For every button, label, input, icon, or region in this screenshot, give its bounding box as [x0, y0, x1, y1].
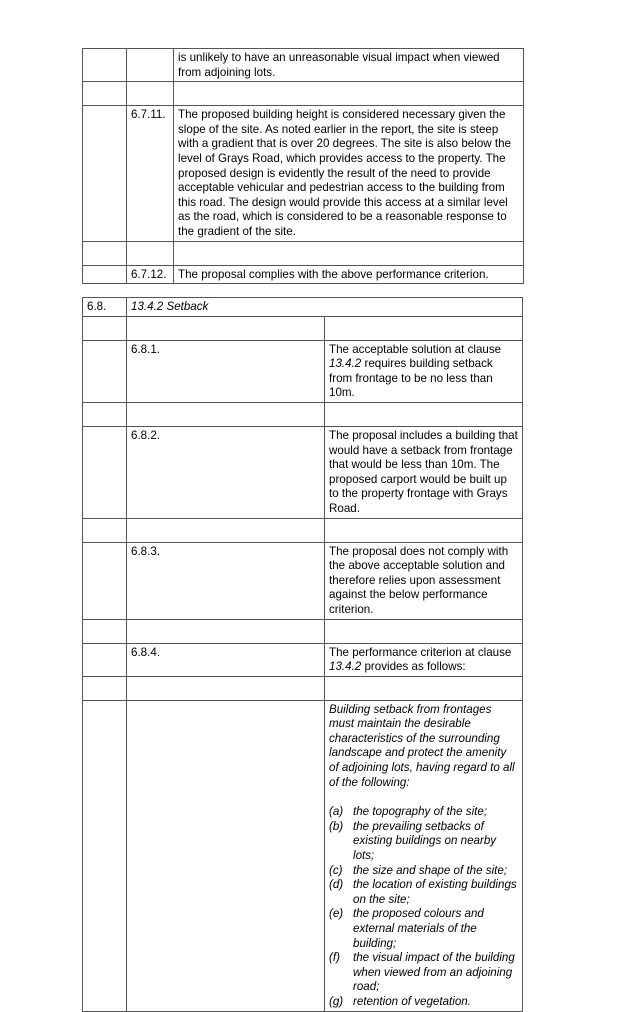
cell-text: is unlikely to have an unreasonable visual impact when viewed from adjoining lots.	[174, 49, 524, 82]
cell-text: The proposal does not comply with the above acceptable solution and therefore relies upon assessment against the below performance criterion.	[325, 542, 523, 619]
table-row	[83, 49, 524, 82]
list-item: (b) the prevailing setbacks of existing buildings on nearby lots;	[329, 819, 497, 863]
table-row	[83, 426, 523, 518]
cell-text: The performance criterion at clause 13.4.2 provides as follows:	[325, 643, 523, 676]
table-row	[83, 643, 523, 676]
table-row	[83, 700, 523, 1011]
spacer-row	[83, 82, 524, 106]
clause-number: 6.8.1.	[127, 340, 325, 402]
cell-text: The acceptable solution at clause 13.4.2 requires building setback from frontage to be no less than 10m.	[325, 340, 523, 402]
spacer-row	[83, 316, 523, 340]
cell-text: The proposal complies with the above performance criterion.	[174, 265, 524, 284]
cell-text: The proposal includes a building that would have a setback from frontage that would be less than 10m. The proposed carport would be built up to the property frontage with Grays Road.	[325, 426, 523, 518]
list-item: (a) the topography of the site;	[329, 805, 488, 819]
list-item: (e) the proposed colours and external materials of the building;	[329, 907, 484, 950]
criteria-list	[329, 805, 518, 1009]
clause-number: 6.7.11.	[127, 106, 174, 241]
list-item: (d) the location of existing buildings on the site;	[329, 878, 517, 906]
table-row	[83, 106, 524, 241]
top-table	[82, 48, 524, 284]
spacer-row	[83, 518, 523, 542]
list-item: (c) the size and shape of the site;	[329, 863, 508, 877]
table-row	[83, 340, 523, 402]
table-row	[83, 265, 524, 284]
table-row	[83, 542, 523, 619]
quote-intro: Building setback from frontages must maintain the desirable characteristics of the surrounding landscape and protect the amenity of adjoining lots, having regard to all of the following:	[329, 702, 515, 789]
list-item: (g) retention of vegetation.	[329, 994, 471, 1008]
clause-number: 6.8.3.	[127, 542, 325, 619]
spacer-row	[83, 676, 523, 700]
spacer-row	[83, 402, 523, 426]
table-row	[83, 298, 523, 317]
clause-number: 6.8.4.	[127, 643, 325, 676]
section-number: 6.8.	[83, 298, 127, 317]
clause-number: 6.8.2.	[127, 426, 325, 518]
setback-table	[82, 297, 523, 1012]
spacer-row	[83, 619, 523, 643]
clause-number: 6.7.12.	[127, 265, 174, 284]
section-heading: 13.4.2 Setback	[127, 298, 523, 317]
cell-text: The proposed building height is considered necessary given the slope of the site. As noted earlier in the report, the site is steep with a gradient that is over 20 degrees. The site is also below the level of Grays Road, which provides access to the property. The proposed design is evidently the result of the need to provide acceptable vehicular and pedestrian access to the building from this road. The design would provide this access at a similar level as the road, which is considered to be a reasonable response to the gradient of the site.	[174, 106, 524, 241]
list-item: (f) the visual impact of the building when viewed from an adjoining road;	[329, 951, 515, 994]
performance-criterion-quote	[325, 700, 523, 1011]
spacer-row	[83, 241, 524, 265]
